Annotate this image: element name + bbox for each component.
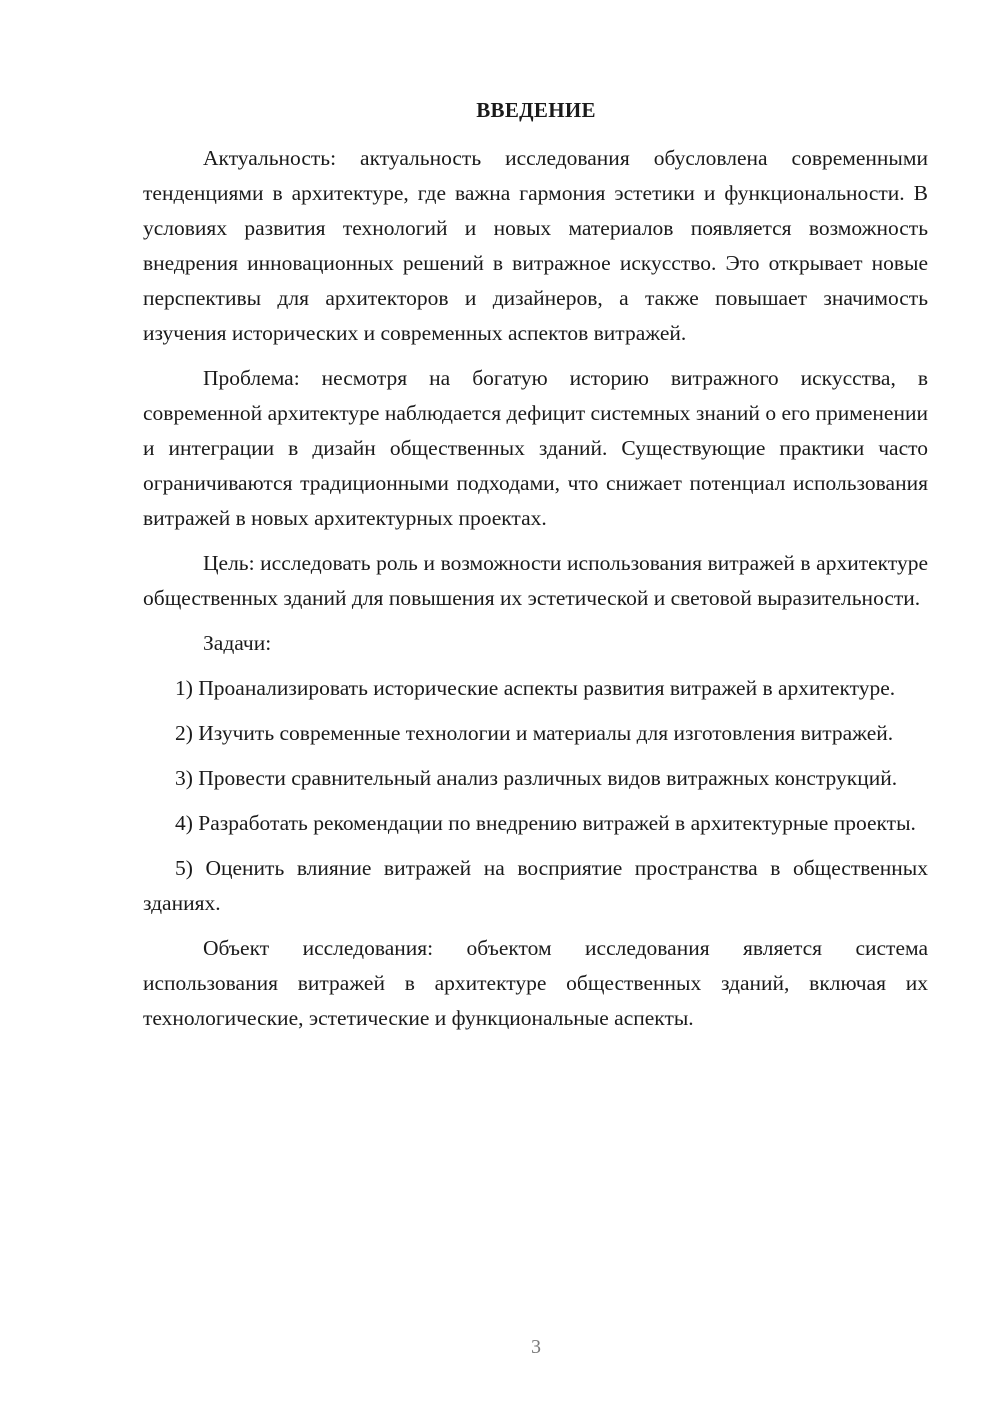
section-title: ВВЕДЕНИЕ: [476, 98, 596, 122]
paragraph-problem: Проблема: несмотря на богатую историю витражного искусства, в современной архитектуре наблюдается дефицит системных знаний о его применении и интеграции в дизайн общественных зданий. Существующие практики часто ограничиваются традиционными подходами, что снижает потенциал использования витражей в новых архитектурных проектах.: [143, 366, 928, 530]
task-item-5: 5) Оценить влияние витражей на восприятие пространства в общественных зданиях.: [143, 856, 928, 915]
document-body: [143, 141, 928, 1046]
task-item-1: 1) Проанализировать исторические аспекты развития витражей в архитектуре.: [175, 676, 896, 700]
task-item-2: 2) Изучить современные технологии и материалы для изготовления витражей.: [175, 721, 894, 745]
paragraph-object: Объект исследования: объектом исследования является система использования витражей в архитектуре общественных зданий, включая их технологические, эстетические и функциональные аспекты.: [143, 936, 928, 1030]
task-item-4: 4) Разработать рекомендации по внедрению витражей в архитектурные проекты.: [175, 811, 916, 835]
paragraph-goal: Цель: исследовать роль и возможности использования витражей в архитектуре общественных зданий для повышения их эстетической и световой выразительности.: [143, 551, 928, 610]
page-number: 3: [531, 1336, 541, 1358]
tasks-heading: Задачи:: [203, 631, 272, 655]
task-item-3: 3) Провести сравнительный анализ различных видов витражных конструкций.: [175, 766, 898, 790]
paragraph-relevance: Актуальность: актуальность исследования обусловлена современными тенденциями в архитектуре, где важна гармония эстетики и функциональности. В условиях развития технологий и новых материалов появляется возможность внедрения инновационных решений в витражное искусство. Это открывает новые перспективы для архитекторов и дизайнеров, а также повышает значимость изучения исторических и современных аспектов витражей.: [143, 146, 928, 345]
